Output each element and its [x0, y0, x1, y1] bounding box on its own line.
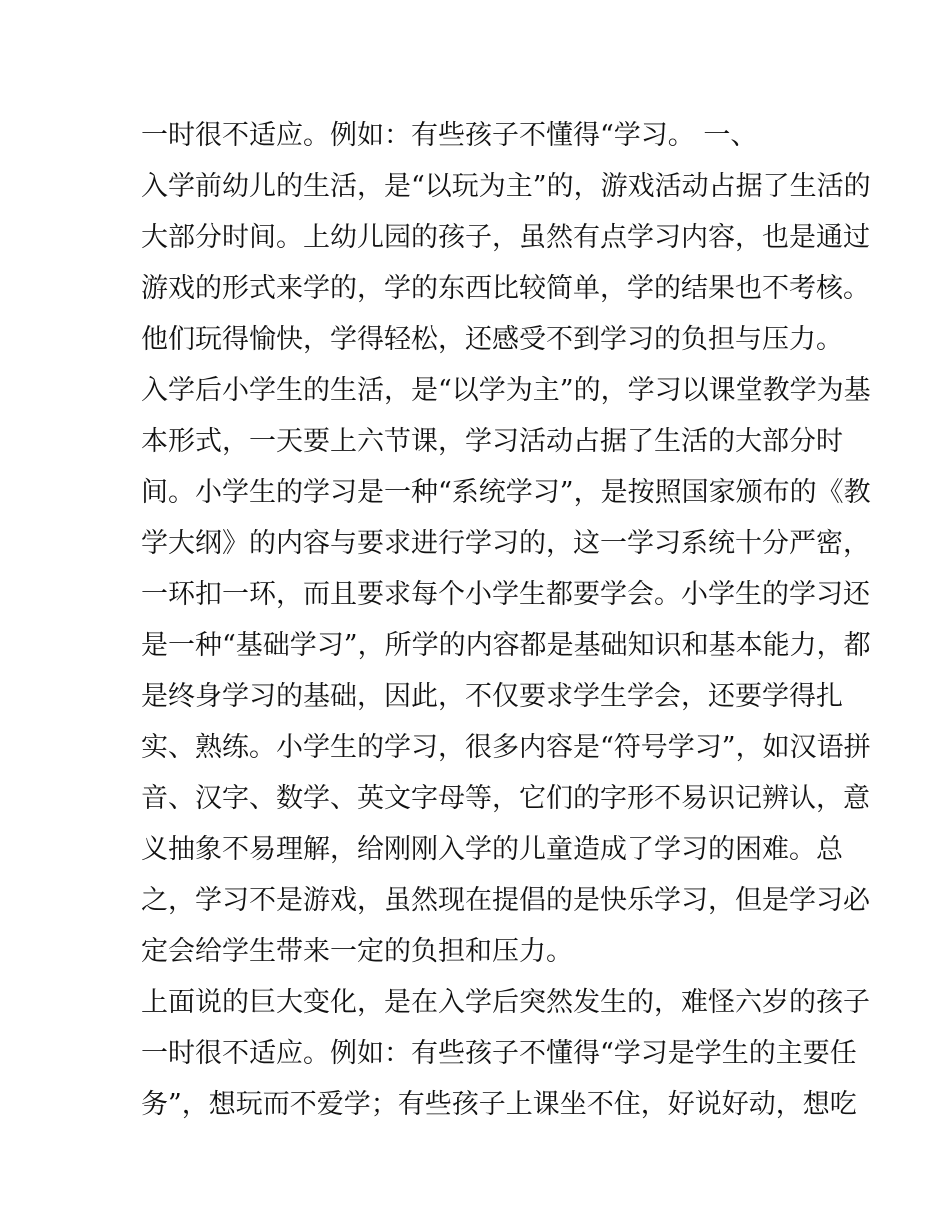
text-line-7: 本形式，一天要上六节课，学习活动占据了生活的大部分时	[141, 426, 843, 457]
text-line-2: 入学前幼儿的生活，是“以玩为主”的，游戏活动占据了生活的	[141, 171, 871, 202]
text-line-4: 游戏的形式来学的，学的东西比较简单，学的结果也不考核。	[141, 273, 870, 304]
text-line-12: 是终身学习的基础，因此，不仅要求学生学会，还要学得扎	[141, 681, 843, 712]
text-line-1: 一时很不适应。例如：有些孩子不懂得“学习。 一、	[141, 120, 758, 151]
text-line-14: 音、汉字、数学、英文字母等，它们的字形不易识记辨认，意	[141, 783, 870, 814]
text-line-19: 一时很不适应。例如：有些孩子不懂得“学习是学生的主要任	[141, 1038, 857, 1069]
text-line-8: 间。小学生的学习是一种“系统学习”，是按照国家颁布的《教	[141, 477, 871, 508]
body-text	[141, 110, 871, 1130]
text-line-20: 务”，想玩而不爱学；有些孩子上课坐不住，好说好动，想吃	[141, 1089, 857, 1120]
text-line-18: 上面说的巨大变化，是在入学后突然发生的，难怪六岁的孩子	[141, 987, 870, 1018]
text-line-9: 学大纲》的内容与要求进行学习的，这一学习系统十分严密，	[141, 528, 870, 559]
text-line-16: 之，学习不是游戏，虽然现在提倡的是快乐学习，但是学习必	[141, 885, 870, 916]
text-line-5: 他们玩得愉快，学得轻松，还感受不到学习的负担与压力。	[141, 324, 843, 355]
text-line-17: 定会给学生带来一定的负担和压力。	[141, 936, 573, 967]
text-line-15: 义抽象不易理解，给刚刚入学的儿童造成了学习的困难。总	[141, 834, 843, 865]
text-line-13: 实、熟练。小学生的学习，很多内容是“符号学习”，如汉语拼	[141, 732, 871, 763]
text-line-6: 入学后小学生的生活，是“以学为主”的，学习以课堂教学为基	[141, 375, 871, 406]
text-line-10: 一环扣一环，而且要求每个小学生都要学会。小学生的学习还	[141, 579, 870, 610]
text-line-11: 是一种“基础学习”，所学的内容都是基础知识和基本能力，都	[141, 630, 871, 661]
text-line-3: 大部分时间。上幼儿园的孩子，虽然有点学习内容，也是通过	[141, 222, 870, 253]
